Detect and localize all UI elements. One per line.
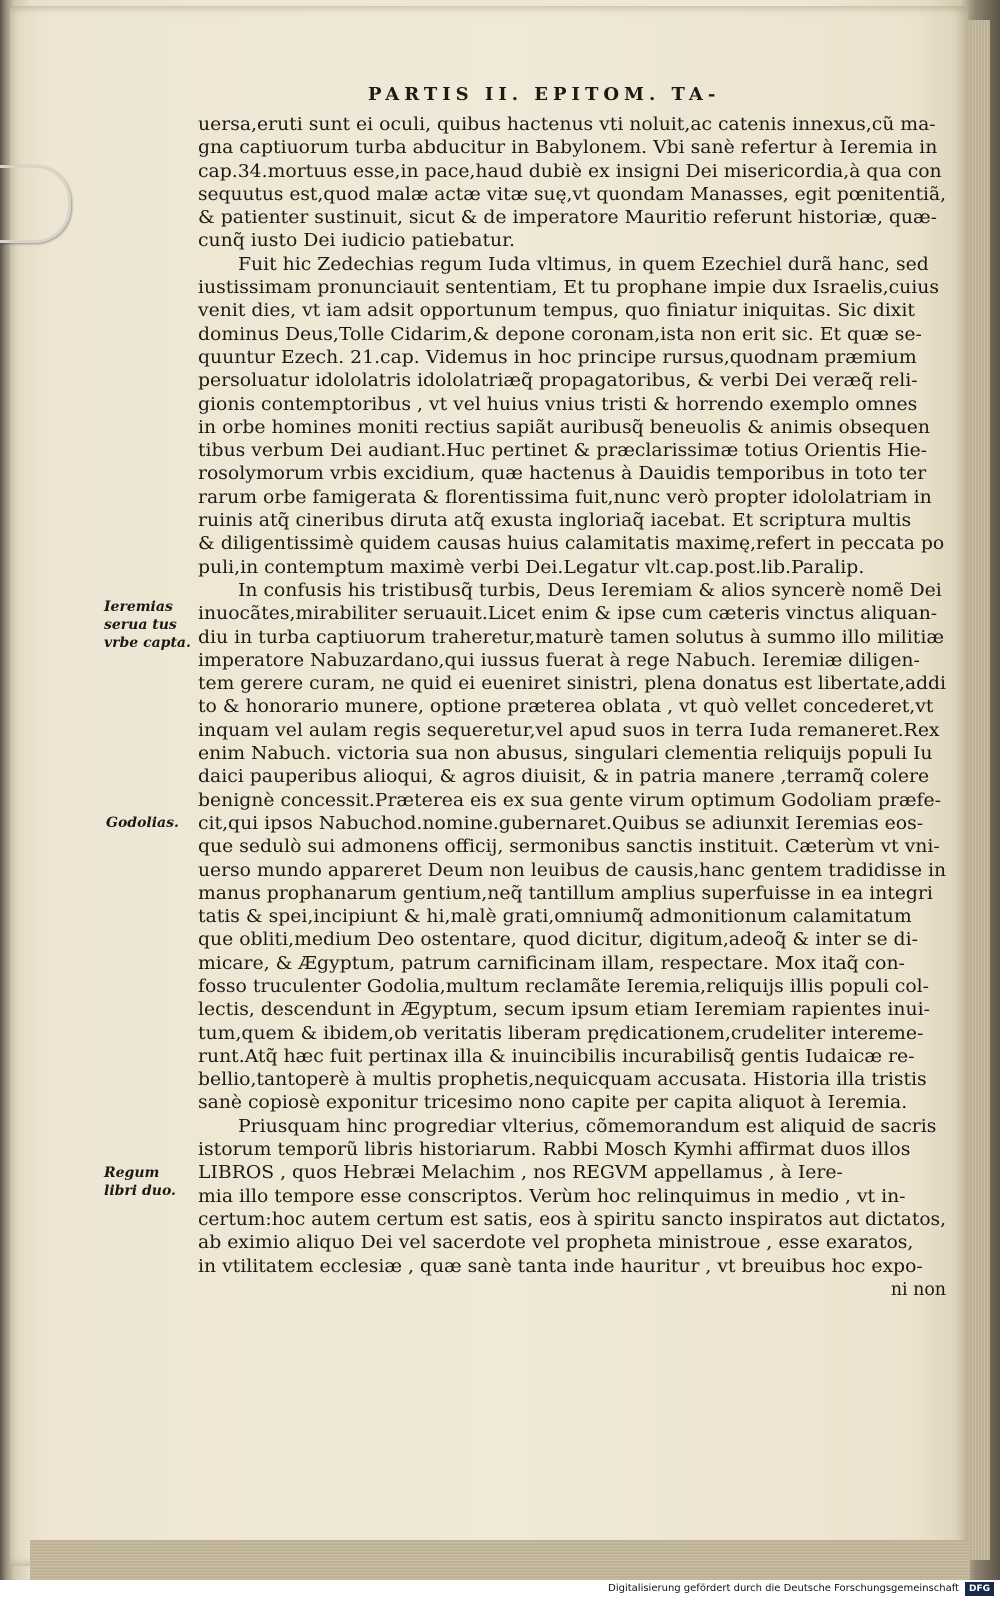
text-line: persoluatur idololatris idololatriæq̃ propagatoribus, & verbi Dei veræq̃ reli- xyxy=(198,371,918,392)
text-line: benignè concessit.Præterea eis ex sua gente virum optimum Godoliam præfe- xyxy=(198,790,941,811)
text-line: istorum temporũ libris historiarum. Rabbi Mosch Kymhi affirmat duos illos xyxy=(198,1140,911,1161)
text-line: lectis, descendunt in Ægyptum, secum ipsum etiam Ieremiam rapientes inui- xyxy=(198,1000,930,1021)
text-line: mia illo tempore esse conscriptos. Verùm hoc relinquimus in medio , vt in- xyxy=(198,1186,906,1207)
text-line: que obliti,medium Deo ostentare, quod dicitur, digitum,adeoq̃ & inter se di- xyxy=(198,930,918,951)
catchword: ni non xyxy=(890,1279,946,1300)
text-line: gionis contemptoribus , vt vel huius vnius tristi & horrendo exemplo omnes xyxy=(198,394,918,415)
text-line: daici pauperibus alioqui, & agros diuisit, & in patria manere ,terramq̃ colere xyxy=(198,767,930,788)
dfg-logo: DFG xyxy=(965,1582,994,1596)
text-line: tem gerere curam, ne quid ei eueniret sinistri, plena donatus est libertate,addi xyxy=(198,674,946,695)
text-line: cunq̃ iusto Dei iudicio patiebatur. xyxy=(198,231,516,252)
text-line: rosolymorum vrbis excidium, quæ hactenus à Dauidis temporibus in toto ter xyxy=(198,464,927,485)
text-line: quuntur Ezech. 21.cap. Videmus in hoc principe rursus,quodnam præmium xyxy=(198,347,917,368)
text-line: Priusquam hinc progrediar vlterius, cõmemorandum est aliquid de sacris xyxy=(238,1116,937,1137)
margin-note-ieremias: Ieremias serua tus vrbe capta. xyxy=(104,599,191,651)
text-line: to & honorario munere, optione præterea oblata , vt quò vellet concederet,vt xyxy=(198,697,934,718)
text-line: puli,in contemptum maximè verbi Dei.Legatur vlt.cap.post.lib.Paralip. xyxy=(198,557,865,578)
text-line: tibus verbum Dei audiant.Huc pertinet & præclarissimæ totius Orientis Hie- xyxy=(198,441,928,462)
footer-text: Digitalisierung gefördert durch die Deutsche Forschungsgemeinschaft xyxy=(608,1583,959,1594)
text-line: que sedulò sui admonens officij, sermonibus sanctis instituit. Cæterùm vt vni- xyxy=(198,837,940,858)
text-line: gna captiuorum turba abducitur in Babylonem. Vbi sanè refertur à Ieremia in xyxy=(198,138,938,159)
text-line: & diligentissimè quidem causas huius calamitatis maximę,refert in peccata po xyxy=(198,534,945,555)
margin-note-regum: Regum libri duo. xyxy=(104,1165,176,1199)
body-text xyxy=(198,114,946,1302)
text-line: tatis & spei,incipiunt & hi,malè grati,omniumq̃ admonitionum calamitatum xyxy=(198,907,912,928)
text-line: cit,qui ipsos Nabuchod.nomine.gubernaret.Quibus se adiunxit Ieremias eos- xyxy=(198,813,924,834)
text-line: Fuit hic Zedechias regum Iuda vltimus, in quem Ezechiel durã hanc, sed xyxy=(238,254,929,275)
text-line: imperatore Nabuzardano,qui iussus fuerat à rege Nabuch. Ieremiæ diligen- xyxy=(198,650,920,671)
text-line: runt.Atq̃ hæc fuit pertinax illa & inuincibilis incurabilisq̃ gentis Iudaicæ re- xyxy=(198,1046,915,1067)
text-line: micare, & Ægyptum, patrum carnificinam illam, respectare. Mox itaq̃ con- xyxy=(198,953,905,974)
page-edges-right xyxy=(968,20,990,1560)
text-line: certum:hoc autem certum est satis, eos à spiritu sancto inspiratos aut dictatos, xyxy=(198,1209,946,1230)
page-edges-bottom xyxy=(30,1540,970,1580)
text-line: cap.34.mortuus esse,in pace,haud dubiè ex insigni Dei misericordia,à qua con xyxy=(198,161,942,182)
text-line: bellio,tantoperè à multis prophetis,nequicquam accusata. Historia illa tristis xyxy=(198,1070,927,1091)
margin-note-godolias: Godolias. xyxy=(106,815,179,831)
text-line: rarum orbe famigerata & florentissima fuit,nunc verò propter idololatriam in xyxy=(198,487,932,508)
text-line: venit dies, vt iam adsit opportunum tempus, quo finiatur iniquitas. Sic dixit xyxy=(198,301,915,322)
text-line: in vtilitatem ecclesiæ , quæ sanè tanta inde hauritur , vt breuibus hoc expo- xyxy=(198,1256,923,1277)
running-head: PARTIS II. EPITOM. TA- xyxy=(368,84,721,105)
text-line: In confusis his tristibusq̃ turbis, Deus Ieremiam & alios syncerè nomẽ Dei xyxy=(238,580,942,601)
text-line: ab eximio aliquo Dei vel sacerdote vel propheta ministroue , esse exaratos, xyxy=(198,1233,914,1254)
paper-clip xyxy=(0,165,71,243)
text-line: manus prophanarum gentium,neq̃ tantillum amplius superfuisse in ea integri xyxy=(198,883,933,904)
text-line: & patienter sustinuit, sicut & de imperatore Mauritio referunt historiæ, quæ- xyxy=(198,208,938,229)
text-line: LIBROS , quos Hebræi Melachim , nos REGVM appellamus , à Iere- xyxy=(198,1163,843,1184)
text-line: in orbe homines moniti rectius sapiãt auribusq̃ beneuolis & animis obsequen xyxy=(198,417,930,438)
text-line: iustissimam pronunciauit sententiam, Et tu prophane impie dux Israelis,cuius xyxy=(198,278,940,299)
footer-bar xyxy=(0,1580,1000,1598)
text-line: sequutus est,quod malæ actæ vitæ suę,vt quondam Manasses, egit pœnitentiã, xyxy=(198,184,946,205)
text-line: dominus Deus,Tolle Cidarim,& depone coronam,ista non erit sic. Et quæ se- xyxy=(198,324,922,345)
text-line: sanè copiosè exponitur tricesimo nono capite per capita aliquot à Ieremia. xyxy=(198,1093,908,1114)
text-line: uerso mundo appareret Deum non leuibus de causis,hanc gentem tradidisse in xyxy=(198,860,946,881)
text-line: fosso truculenter Godolia,multum reclamãte Ieremia,reliquijs illis populi col- xyxy=(198,976,930,997)
text-line: ruinis atq̃ cineribus diruta atq̃ exusta ingloriaq̃ iacebat. Et scriptura multis xyxy=(198,511,912,532)
text-line: inuocãtes,mirabiliter seruauit.Licet enim & ipse cum cæteris vinctus aliquan- xyxy=(198,604,938,625)
text-line: uersa,eruti sunt ei oculi, quibus hactenus vti noluit,ac catenis innexus,cũ ma- xyxy=(198,115,936,135)
text-line: diu in turba captiuorum traheretur,maturè tamen solutus à summo illo militiæ xyxy=(198,627,944,648)
text-line: inquam vel aulam regis sequeretur,vel apud suos in terra Iuda remaneret.Rex xyxy=(198,720,940,741)
text-line: enim Nabuch. victoria sua non abusus, singulari clementia reliquijs populi Iu xyxy=(198,744,933,765)
text-line: tum,quem & ibidem,ob veritatis liberam prędicationem,crudeliter intereme- xyxy=(198,1023,924,1044)
